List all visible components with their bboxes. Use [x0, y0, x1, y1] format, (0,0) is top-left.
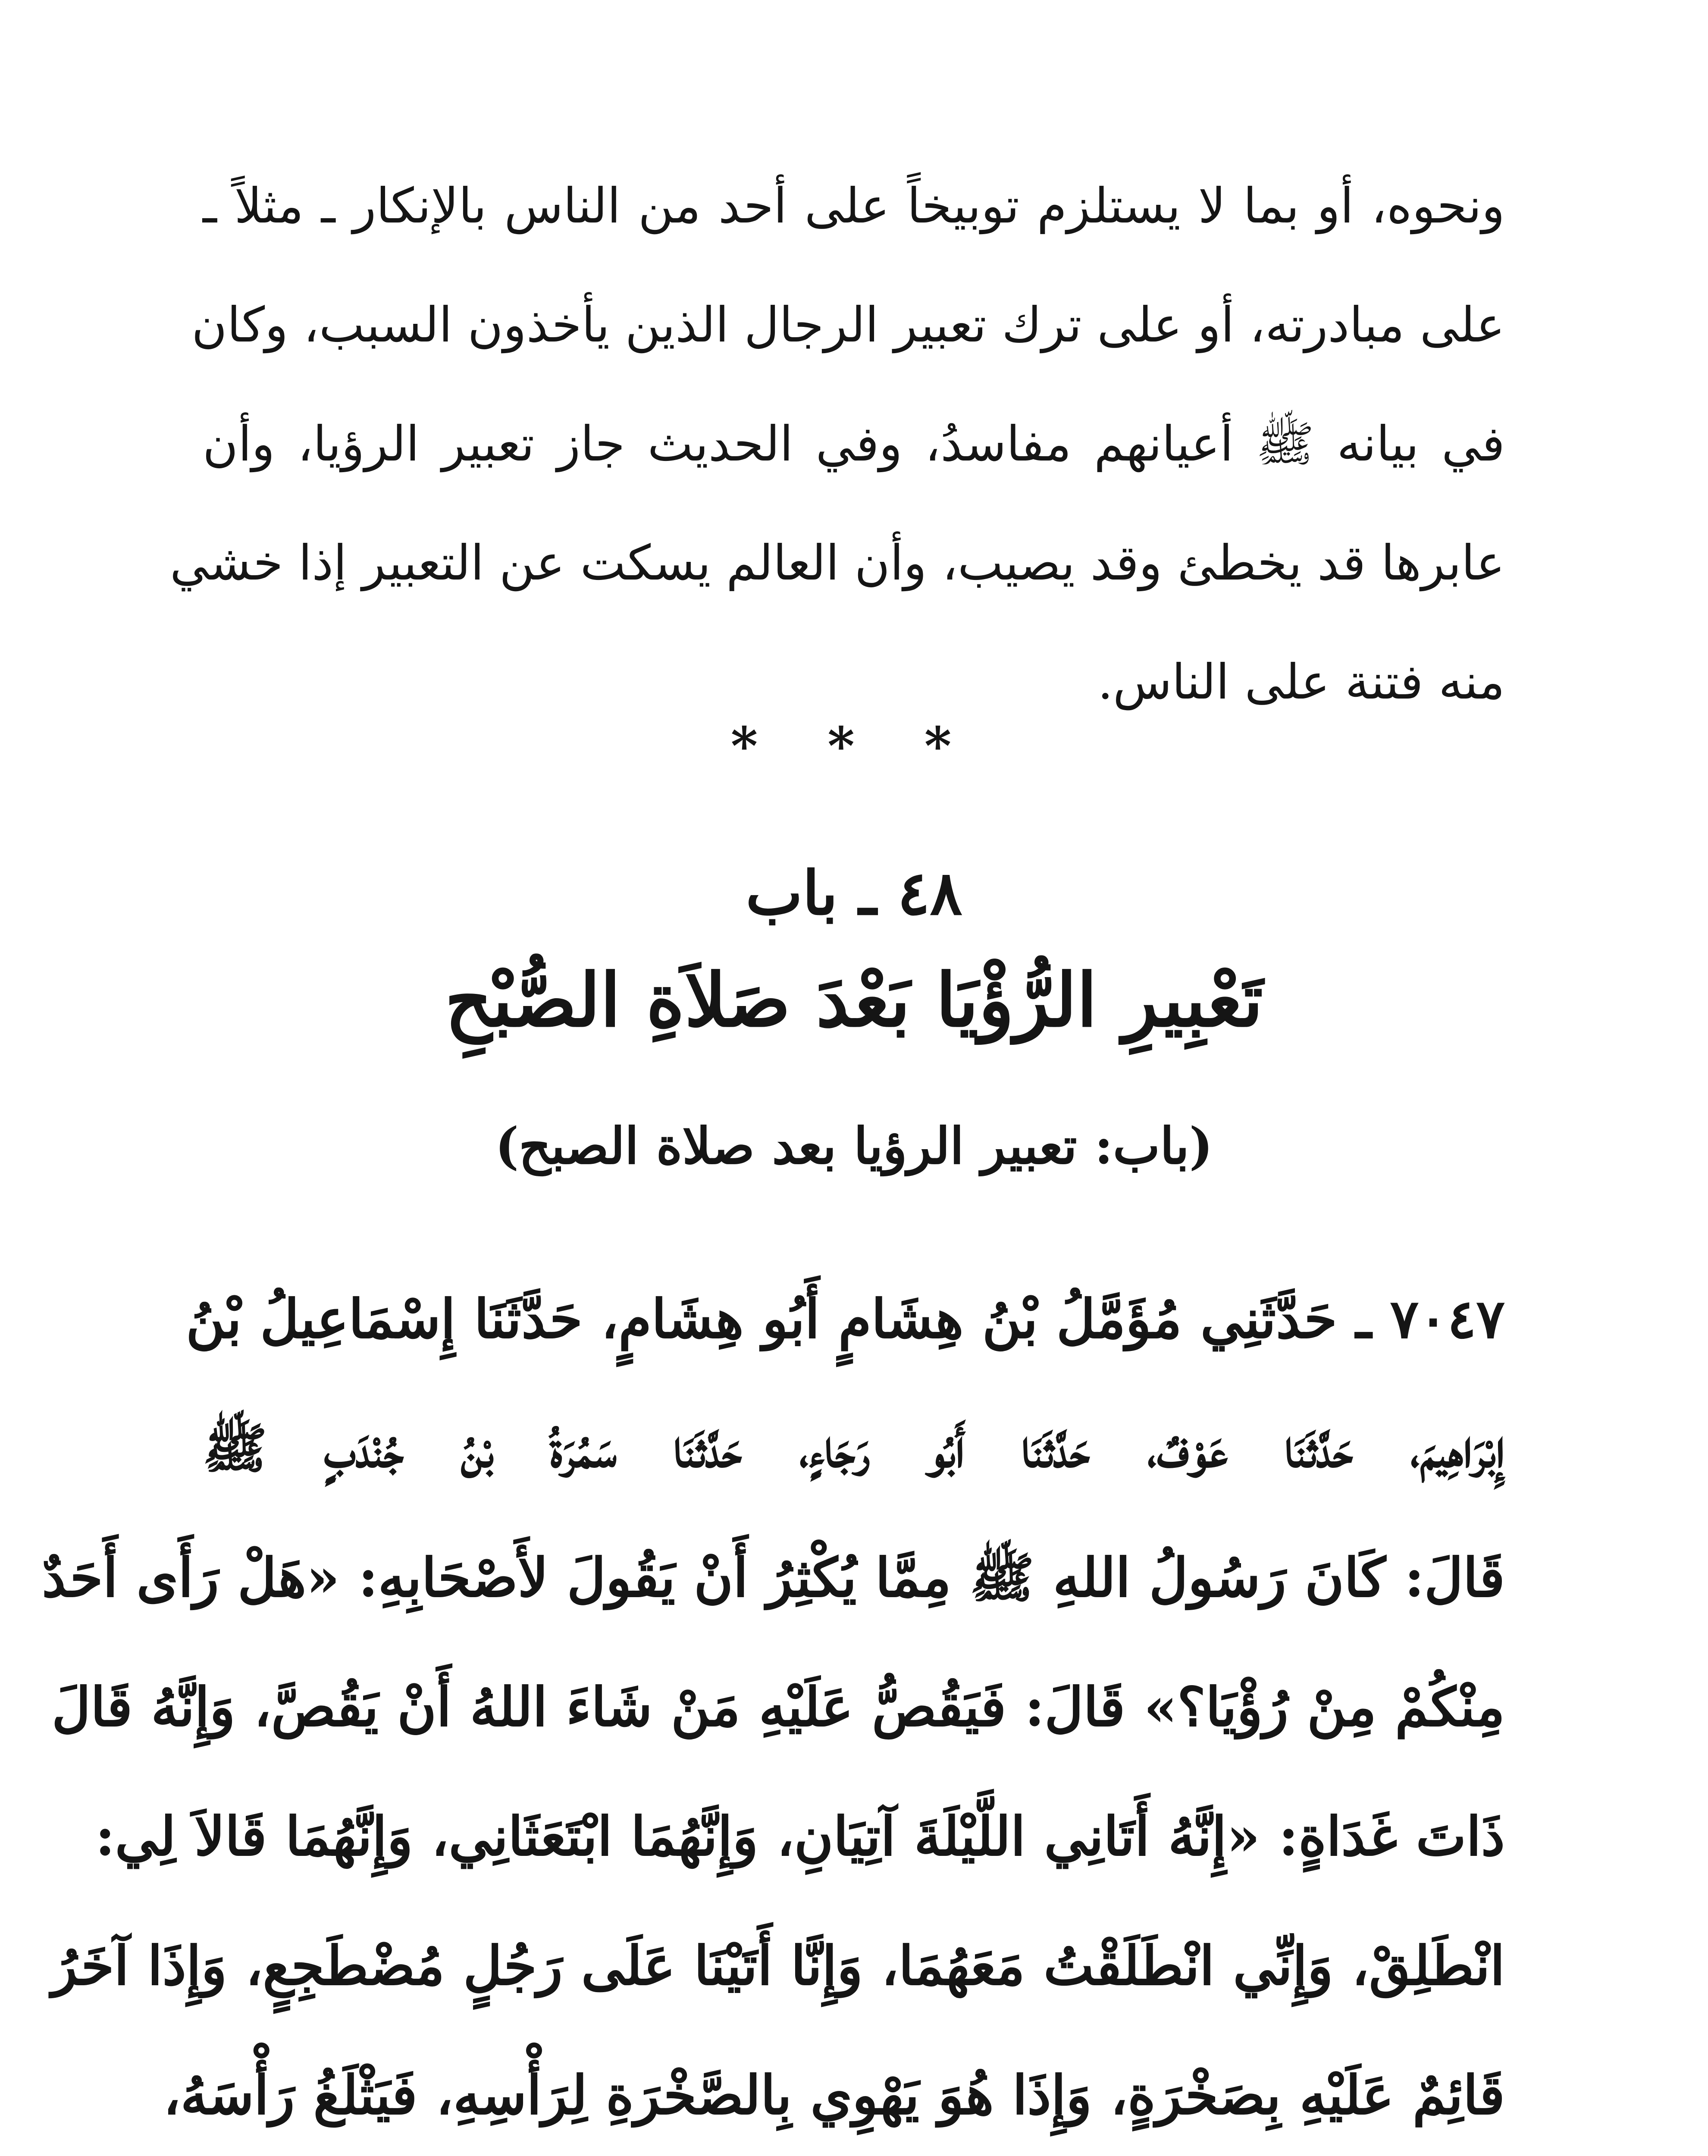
- intro-line: عابرها قد يخطئ وقد يصيب، وأن العالم يسكت عن التعبير إذا خشي: [170, 535, 1505, 591]
- intro-line: على مبادرته، أو على ترك تعبير الرجال الذين يأخذون السبب، وكان: [191, 297, 1505, 353]
- section-separator: * * *: [730, 716, 978, 777]
- hadith-line: ذَاتَ غَدَاةٍ: «إِنَّهُ أَتَانِي اللَّيْلَةَ آتِيَانِ، وَإِنَّهُمَا ابْتَعَثَانِي، وَإِنَّهُمَا قَالاَ لِي:: [95, 1805, 1505, 1868]
- chapter-title: تَعْبِيرِ الرُّؤْيَا بَعْدَ صَلاَةِ الصُّبْحِ: [445, 957, 1263, 1044]
- intro-line: منه فتنة على الناس.: [1097, 654, 1505, 710]
- hadith-line: مِنْكُمْ مِنْ رُؤْيَا؟» قَالَ: فَيَقُصُّ عَلَيْهِ مَنْ شَاءَ اللهُ أَنْ يَقُصَّ، وَإِنَّهُ قَالَ: [52, 1676, 1505, 1739]
- hadith-line: انْطَلِقْ، وَإِنِّي انْطَلَقْتُ مَعَهُمَا، وَإِنَّا أَتَيْنَا عَلَى رَجُلٍ مُضْطَجِعٍ، وَإِذَا آخَرُ: [51, 1935, 1505, 1997]
- intro-line: ونحوه، أو بما لا يستلزم توبيخاً على أحد من الناس بالإنكار ـ مثلاً ـ: [203, 178, 1505, 234]
- hadith-line: قَائِمٌ عَلَيْهِ بِصَخْرَةٍ، وَإِذَا هُوَ يَهْوِي بِالصَّخْرَةِ لِرَأْسِهِ، فَيَثْلَغُ رَأْسَهُ،: [163, 2064, 1505, 2127]
- intro-paragraph: [170, 147, 1505, 742]
- chapter-number: ٤٨ ـ باب: [746, 858, 962, 929]
- hadith-line: إِبْرَاهِيمَ، حَدَّثَنَا عَوْفٌ، حَدَّثَنَا أَبُو رَجَاءٍ، حَدَّثَنَا سَمُرَةُ بْنُ جُنْدَبٍ ﷺ: [203, 1417, 1505, 1480]
- hadith-text: [42, 1255, 1505, 2156]
- intro-line: في بيانه ﷺ أعيانهم مفاسدُ، وفي الحديث جاز تعبير الرؤيا، وأن: [203, 416, 1505, 472]
- hadith-line: قَالَ: كَانَ رَسُولُ اللهِ ﷺ مِمَّا يُكْثِرُ أَنْ يَقُولَ لأَصْحَابِهِ: «هَلْ رَأَى أَحَدٌ: [42, 1547, 1505, 1609]
- hadith-line: ٧٠٤٧ ـ حَدَّثَنِي مُؤَمَّلُ بْنُ هِشَامٍ أَبُو هِشَامٍ، حَدَّثَنَا إِسْمَاعِيلُ بْنُ: [186, 1288, 1505, 1351]
- chapter-subtitle: (باب: تعبير الرؤيا بعد صلاة الصبح): [495, 1117, 1213, 1175]
